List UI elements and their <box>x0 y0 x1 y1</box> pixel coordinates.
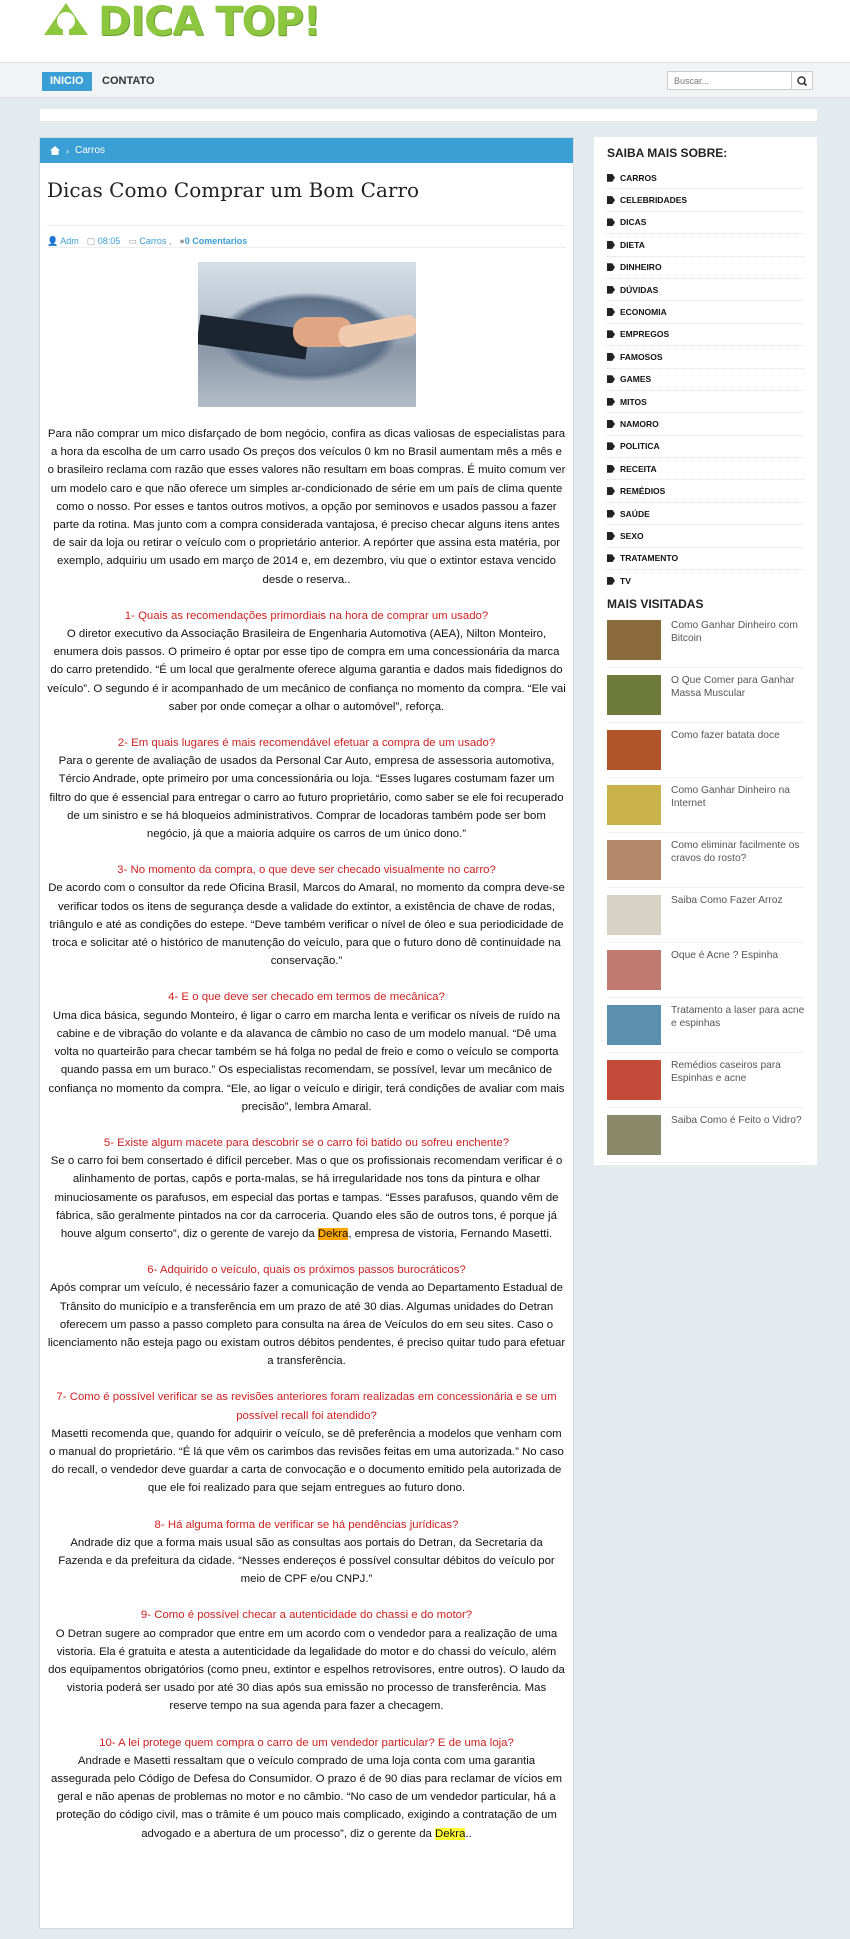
popular-post-thumbnail[interactable] <box>607 1060 661 1100</box>
popular-post-item[interactable] <box>607 943 804 998</box>
popular-post-thumbnail[interactable] <box>607 1115 661 1155</box>
popular-post-thumbnail[interactable] <box>607 675 661 715</box>
lightbulb-icon <box>40 1 92 43</box>
tag-link[interactable] <box>607 503 804 525</box>
popular-post-title[interactable]: Como Ganhar Dinheiro na Internet <box>671 785 790 809</box>
post-intro: Para não comprar um mico disfarçado de bom negócio, confira as dicas valiosas de especialistas para a hora da escolha de um carro usado Os preços dos veículos 0 km no Brasil aumentam mês a mês e o brasileiro reclama com razão que esses valores não resultam em boas compras. É muito comum ver um modelo caro e que não oferece um simples ar-condicionado de série em um país de clima quente como o nosso. Por esses e tantos outros motivos, a opção por seminovos e usados passou a fazer parte da rotina. Mas junto com a compra considerada vantajosa, é preciso checar alguns itens antes de sair da loja ou retirar o veículo com o proprietário anterior. A repórter que assina esta matéria, por exemplo, adquiriu um usado em março de 2014 e, em dezembro, viu que o extintor estava vencido desde o reserva.. <box>47 428 566 586</box>
tag-link[interactable] <box>607 525 804 547</box>
popular-post-title[interactable]: Saiba Como Fazer Arroz <box>671 895 783 906</box>
tag-icon <box>607 554 615 562</box>
popular-post-thumbnail[interactable] <box>607 840 661 880</box>
tag-label: FAMOSOS <box>620 351 663 362</box>
tag-label: SAÚDE <box>620 508 650 519</box>
search-input[interactable] <box>667 71 792 90</box>
tag-label: TRATAMENTO <box>620 553 679 564</box>
calendar-icon: ▢ <box>86 236 96 246</box>
tag-label: DINHEIRO <box>620 262 662 273</box>
popular-post-title[interactable]: Saiba Como é Feito o Vidro? <box>671 1115 802 1126</box>
faq-section-1 <box>47 607 566 716</box>
tags-widget-title: SAIBA MAIS SOBRE: <box>607 146 728 160</box>
popular-widget <box>594 587 817 1165</box>
logo-text: DICA TOP! <box>98 0 321 45</box>
post-meta <box>47 225 566 247</box>
tag-label: DIETA <box>620 239 645 250</box>
popular-post-thumbnail[interactable] <box>607 785 661 825</box>
popular-post-title[interactable]: Remédios caseiros para Espinhas e acne <box>671 1060 781 1084</box>
tag-icon <box>607 487 615 495</box>
faq-question: 2- Em quais lugares é mais recomendável efetuar a compra de um usado? <box>117 737 496 750</box>
tag-label: POLITICA <box>620 441 660 452</box>
tag-icon <box>607 218 615 226</box>
popular-post-item[interactable] <box>607 1108 804 1163</box>
popular-post-thumbnail[interactable] <box>607 1005 661 1045</box>
tag-label: EMPREGOS <box>620 329 670 340</box>
tag-link[interactable] <box>607 391 804 413</box>
breadcrumb-separator-icon: › <box>66 145 69 156</box>
popular-post-thumbnail[interactable] <box>607 895 661 935</box>
popular-post-item[interactable] <box>607 833 804 888</box>
popular-post-thumbnail[interactable] <box>607 950 661 990</box>
tag-link[interactable] <box>607 234 804 256</box>
tag-link[interactable] <box>607 413 804 435</box>
ad-banner <box>40 109 817 121</box>
tag-icon <box>607 442 615 450</box>
post-container <box>39 137 574 1929</box>
tag-icon <box>607 196 615 204</box>
popular-post-thumbnail[interactable] <box>607 620 661 660</box>
tag-label: DICAS <box>620 217 647 228</box>
tag-label: NAMORO <box>620 418 659 429</box>
tag-link[interactable] <box>607 548 804 570</box>
popular-post-title[interactable]: Tratamento a laser para acne e espinhas <box>671 1005 805 1029</box>
faq-answer: Masetti recomenda que, quando for adquirir o veículo, se dê preferência a modelos que venham com o manual do proprietário. “É lá que vêm os carimbos das revisões feitas em uma autorizada.” No caso do recall, o vendedor deve guardar a carta de convocação e o documento emitido pela autorizada de que ele foi realizado para que sejam entregues ao futuro dono. <box>49 1427 564 1495</box>
post-author-link[interactable]: Adm <box>60 236 79 246</box>
tag-icon <box>607 375 615 383</box>
popular-post-title[interactable]: Como Ganhar Dinheiro com Bitcoin <box>671 620 798 644</box>
tag-label: DÚVIDAS <box>620 284 659 295</box>
tag-link[interactable] <box>607 458 804 480</box>
tag-icon <box>607 286 615 294</box>
tag-icon <box>607 241 615 249</box>
popular-post-title[interactable]: Como fazer batata doce <box>671 730 780 741</box>
nav-item-inicio[interactable]: INICIO <box>42 72 92 91</box>
tag-icon <box>607 420 615 428</box>
tag-label: ECONOMIA <box>620 307 667 318</box>
faq-section-5 <box>47 1134 566 1243</box>
post-featured-image <box>198 262 416 407</box>
tag-label: CARROS <box>620 172 657 183</box>
popular-post-item[interactable] <box>607 1053 804 1108</box>
tag-label: RECEITA <box>620 463 657 474</box>
breadcrumb-category-link[interactable]: Carros <box>75 145 106 156</box>
breadcrumb <box>40 138 573 163</box>
nav-item-contato[interactable]: CONTATO <box>102 75 155 87</box>
popular-list <box>594 613 817 1163</box>
popular-post-item[interactable] <box>607 723 804 778</box>
tag-link[interactable] <box>607 301 804 323</box>
faq-answer: De acordo com o consultor da rede Oficina Brasil, Marcos do Amaral, no momento da compra deve-se verificar todos os itens de segurança desde a validade do extintor, a existência de chave de rodas, triângulo e até as condições do estepe. “Deve também verificar o nível de óleo e sua periodicidade de troca e solicitar até o histórico de manutenção do veículo, para que o futuro dono dê continuidade na conservação.” <box>48 882 565 968</box>
popular-post-item[interactable] <box>607 888 804 943</box>
faq-answer: O Detran sugere ao comprador que entre em um acordo com o vendedor para a realização de uma vistoria. Ela é gratuita e atesta a autenticidade da legalidade do motor e do chassi do veículo, além dos equipamentos obrigatórios (como pneu, extintor e espelhos retrovisores, entre outros). O laudo da vistoria poderá ser usado por até 30 dias após sua emissão no processo de transferência. Mas reserve tempo na sua agenda para fazer a checagem. <box>48 1627 565 1713</box>
tag-link[interactable] <box>607 324 804 346</box>
tag-link[interactable] <box>607 212 804 234</box>
popular-post-title[interactable]: Oque é Acne ? Espinha <box>671 950 779 961</box>
faq-section-7 <box>47 1388 566 1497</box>
faq-section-3 <box>47 861 566 970</box>
faq-section-8 <box>47 1516 566 1589</box>
tag-icon <box>607 330 615 338</box>
popular-post-title[interactable]: Como eliminar facilmente os cravos do rosto? <box>671 840 800 864</box>
comment-icon: ● <box>179 236 185 246</box>
tag-link[interactable] <box>607 480 804 502</box>
tag-link[interactable] <box>607 369 804 391</box>
faq-question: 5- Existe algum macete para descobrir se o carro foi batido ou sofreu enchente? <box>103 1136 510 1149</box>
faq-section-4 <box>47 988 566 1115</box>
faq-question: 10- A lei protege quem compra o carro de um vendedor particular? E de uma loja? <box>99 1736 514 1749</box>
post-body <box>40 425 573 1861</box>
dekra-link[interactable]: Dekra <box>435 1827 466 1840</box>
faq-question: 3- No momento da compra, o que deve ser checado visualmente no carro? <box>117 864 496 877</box>
sidebar <box>594 137 817 1165</box>
faq-answer: Se o carro foi bem consertado é difícil perceber. Mas o que os profissionais recomendam verificar é o alinhamento de portas, capôs e porta-malas, se há irregularidade nos tons da pintura e olhar minuciosamente os parafusos, em especial das portas e tampas. “Esses parafusos, quando vêm de fábrica, são geralmente pintados na cor da carroceria. Quando eles são de outros tons, é porque já houve algum conserto”, diz o gerente de varejo da Dekra, empresa de vistoria, Fernando Masetti. <box>50 1155 563 1240</box>
post-category-link[interactable]: Carros , <box>139 236 172 246</box>
tag-list <box>594 165 817 594</box>
tag-link[interactable] <box>607 189 804 211</box>
tag-icon <box>607 174 615 182</box>
faq-question: 1- Quais as recomendações primordiais na hora de comprar um usado? <box>124 609 489 622</box>
faq-question: 6- Adquirido o veículo, quais os próximos passos burocráticos? <box>147 1264 466 1277</box>
faq-answer: Andrade e Masetti ressaltam que o veículo comprado de uma loja conta com uma garantia assegurada pelo Código de Defesa do Consumidor. O prazo é de 90 dias para reclamar de vícios em geral e não apenas de problemas no motor e no câmbio. “No caso de um vendedor particular, há a proteção do código civil, mas o trâmite é um pouco mais complicado, exigindo a contratação de um advogado e a abertura de um processo”, diz o gerente da Dekra.. <box>51 1754 562 1840</box>
faq-question: 4- E o que deve ser checado em termos de mecânica? <box>168 991 445 1004</box>
popular-widget-title: MAIS VISITADAS <box>607 597 704 611</box>
tag-link[interactable] <box>607 436 804 458</box>
popular-post-title[interactable]: O Que Comer para Ganhar Massa Muscular <box>671 675 795 699</box>
tag-label: REMÉDIOS <box>620 486 666 497</box>
faq-answer: Para o gerente de avaliação de usados da Personal Car Auto, empresa de assessoria automotiva, Tércio Andrade, opte primeiro por uma concessionária ou loja. “Esses lugares costumam fazer um filtro do que é essencial para entregar o carro ao futuro proprietário, como saber se ele foi recuperado de um sinistro e se há bloqueios administrativos. Comprar de locadoras também pode ser bom negócio, já que a maioria adquire os carros de um único dono.” <box>49 755 564 841</box>
tag-label: GAMES <box>620 374 652 385</box>
tag-link[interactable] <box>607 346 804 368</box>
tag-icon <box>607 353 615 361</box>
tags-widget <box>594 137 817 587</box>
faq-section-9 <box>47 1606 566 1715</box>
search-icon <box>792 72 813 91</box>
post-title: Dicas Como Comprar um Bom Carro <box>47 178 420 202</box>
faq-section-2 <box>47 734 566 843</box>
tag-link[interactable] <box>607 279 804 301</box>
faq-answer: O diretor executivo da Associação Brasileira de Engenharia Automotiva (AEA), Nilton Monteiro, enumera dois passos. O primeiro é optar por esse tipo de compra em uma concessionária da marca do carro pretendido. “É um local que geralmente oferece alguma garantia e dados mais fidedignos do veículo”. O segundo é ir acompanhado de um mecânico de confiança no momento da compra. “Ele vai saber por onde começar a olhar o automóvel”, reforça. <box>47 628 566 713</box>
faq-answer: Uma dica básica, segundo Monteiro, é ligar o carro em marcha lenta e verificar os níveis de ruído na cabine e de vibração do volante e da alavanca de câmbio no caso de um modelo manual. “Dê uma volta no quarteirão para checar também se há folga no pedal de freio e como o veículo se comporta quando passa em um buraco.” Os especialistas recomendam, se possível, levar um mecânico de confiança no momento da compra. “Ele, ao ligar o veículo e dirigir, terá condições de avaliar com mais precisão”, lembra Amaral. <box>48 1009 565 1113</box>
tag-icon <box>607 532 615 540</box>
faq-answer: Após comprar um veículo, é necessário fazer a comunicação de venda ao Departamento Estadual de Trânsito do município e a transferência em um prazo de até 30 dias. Algumas unidades do Detran oferecem um passo a passo completo para consulta na área de Veículos do em seu sites. Caso o licenciamento não esteja pago ou existam outros débitos pendentes, é preciso quitar tudo para efetuar a transferência. <box>47 1282 566 1368</box>
tag-label: MITOS <box>620 396 647 407</box>
tag-icon <box>607 263 615 271</box>
site-logo[interactable] <box>40 0 320 44</box>
faq-question: 7- Como é possível verificar se as revisões anteriores foram realizadas em concessionária e se um possível recall foi atendido? <box>56 1391 557 1422</box>
tag-icon <box>607 398 615 406</box>
faq-question: 9- Como é possível checar a autenticidade do chassi e do motor? <box>140 1609 473 1622</box>
faq-section-10 <box>47 1734 566 1843</box>
faq-question: 8- Há alguma forma de verificar se há pendências jurídicas? <box>154 1518 459 1531</box>
dekra-link[interactable]: Dekra <box>317 1227 349 1240</box>
popular-post-item[interactable] <box>607 998 804 1053</box>
faq-answer: Andrade diz que a forma mais usual são as consultas aos portais do Detran, da Secretaria da Fazenda e da prefeitura da cidade. “Nesses endereços é possível consultar débitos do veículo por meio de CPF e/ou CNPJ.” <box>58 1536 555 1586</box>
faq-section-6 <box>47 1261 566 1370</box>
user-icon: 👤 <box>47 236 59 246</box>
popular-post-item[interactable] <box>607 613 804 668</box>
folder-icon: ▭ <box>128 236 137 246</box>
tag-label: CELEBRIDADES <box>620 195 688 206</box>
tag-label: TV <box>620 575 631 586</box>
tag-icon <box>607 510 615 518</box>
tag-label: SEXO <box>620 530 644 541</box>
main-nav <box>0 62 850 98</box>
tag-link[interactable] <box>607 167 804 189</box>
search-button[interactable] <box>792 71 813 90</box>
tag-link[interactable] <box>607 257 804 279</box>
tag-icon <box>607 308 615 316</box>
popular-post-item[interactable] <box>607 778 804 833</box>
tag-icon <box>607 577 615 585</box>
popular-post-item[interactable] <box>607 668 804 723</box>
tag-icon <box>607 465 615 473</box>
home-icon[interactable] <box>50 146 60 155</box>
post-comments-link[interactable]: 0 Comentarios <box>184 236 248 246</box>
site-header <box>0 0 850 62</box>
post-time: 08:05 <box>97 236 121 246</box>
popular-post-thumbnail[interactable] <box>607 730 661 770</box>
